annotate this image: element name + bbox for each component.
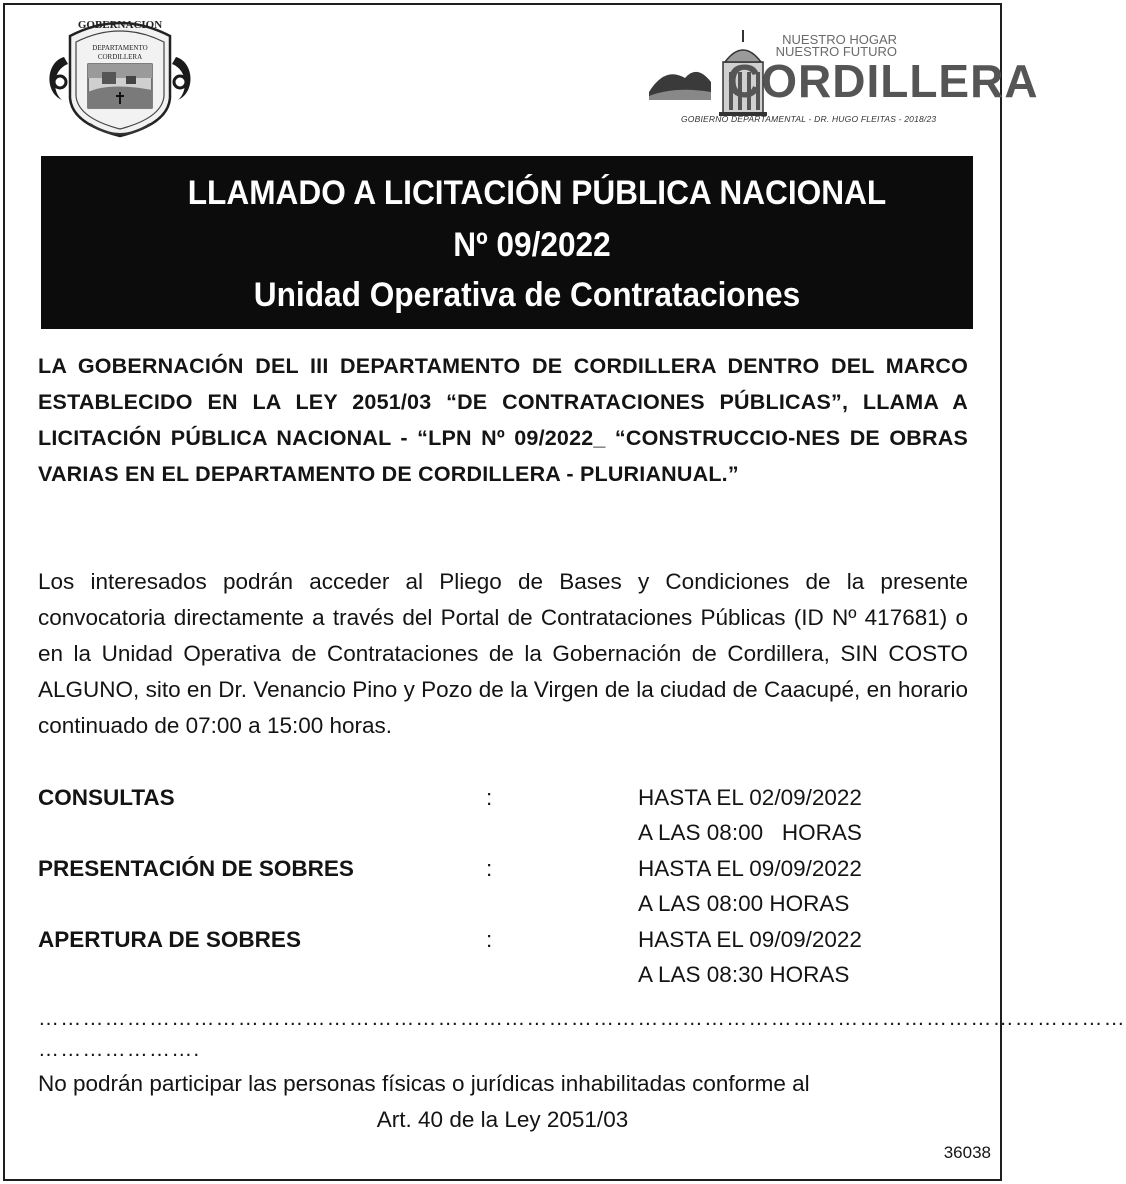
schedule-label: APERTURA DE SOBRES: [38, 927, 301, 952]
schedule-label: PRESENTACIÓN DE SOBRES: [38, 856, 354, 881]
logo-top-text: GOBERNACION: [77, 19, 163, 31]
banner-title: LLAMADO A LICITACIÓN PÚBLICA NACIONAL: [187, 174, 887, 212]
footer-note-line2: Art. 40 de la Ley 2051/03: [376, 1107, 629, 1132]
schedule-time: A LAS 08:30 HORAS: [638, 962, 850, 987]
title-banner: [41, 156, 973, 329]
lead-paragraph: LA GOBERNACIÓN DEL III DEPARTAMENTO DE CORDILLERA DENTRO DEL MARCO ESTABLECIDO EN LA LEY 2051/03 “DE CONTRATACIONES PÚBLICAS”, LLAMA A LICITACIÓN PÚBLICA NACIONAL - “LPN Nº 09/2022_ “CONSTRUCCIO-NES DE OBRAS VARIAS EN EL DEPARTAMENTO DE CORDILLERA - PLURIANUAL.”: [38, 354, 968, 486]
schedule-date: HASTA EL 02/09/2022: [638, 785, 862, 810]
schedule-time: A LAS 08:00 HORAS: [638, 820, 862, 845]
reference-number: 36038: [943, 1143, 991, 1162]
schedule-colon: :: [486, 927, 493, 952]
footer-note-line1: No podrán participar las personas físicas o jurídicas inhabilitadas conforme al: [38, 1071, 810, 1096]
body-paragraph: Los interesados podrán acceder al Pliego de Bases y Condiciones de la presente convocatoria directamente a través del Portal de Contrataciones Públicas (ID Nº 417681) o en la Unidad Operativa de Contrataciones de la Gobernación de Cordillera, SIN COSTO ALGUNO, sito en Dr. Venancio Pino y Pozo de la Virgen de la ciudad de Caacupé, en horario continuado de 07:00 a 15:00 horas.: [38, 569, 968, 738]
schedule-date: HASTA EL 09/09/2022: [638, 927, 862, 952]
gobernacion-coat-of-arms-logo: [40, 12, 200, 144]
logo-credit-text: GOBIERNO DEPARTAMENTAL - DR. HUGO FLEITAS - 2018/23: [681, 114, 937, 124]
logo-brand-text: CORDILLERA: [727, 55, 1039, 107]
schedule-time: A LAS 08:00 HORAS: [638, 891, 850, 916]
tagline-line2: NUESTRO FUTURO: [775, 44, 897, 59]
schedule-table: [38, 780, 968, 993]
schedule-label: CONSULTAS: [38, 785, 175, 810]
banner-number: Nº 09/2022: [453, 226, 611, 264]
schedule-date: HASTA EL 09/09/2022: [638, 856, 862, 881]
dotted-separator: …………………………………………………………………………………………………………………………………: [38, 1007, 1126, 1030]
schedule-row: [38, 922, 968, 993]
schedule-colon: :: [486, 856, 493, 881]
dotted-separator-continued: ………………….: [38, 1038, 201, 1061]
schedule-colon: :: [486, 785, 493, 810]
cordillera-brand-logo: [645, 26, 1039, 130]
logo-line1: DEPARTAMENTO: [92, 44, 148, 52]
banner-unit: Unidad Operativa de Contrataciones: [253, 276, 801, 314]
logo-line2: CORDILLERA: [97, 53, 143, 61]
schedule-row: [38, 851, 968, 922]
schedule-row: [38, 780, 968, 851]
tagline-line1: NUESTRO HOGAR: [782, 32, 897, 47]
